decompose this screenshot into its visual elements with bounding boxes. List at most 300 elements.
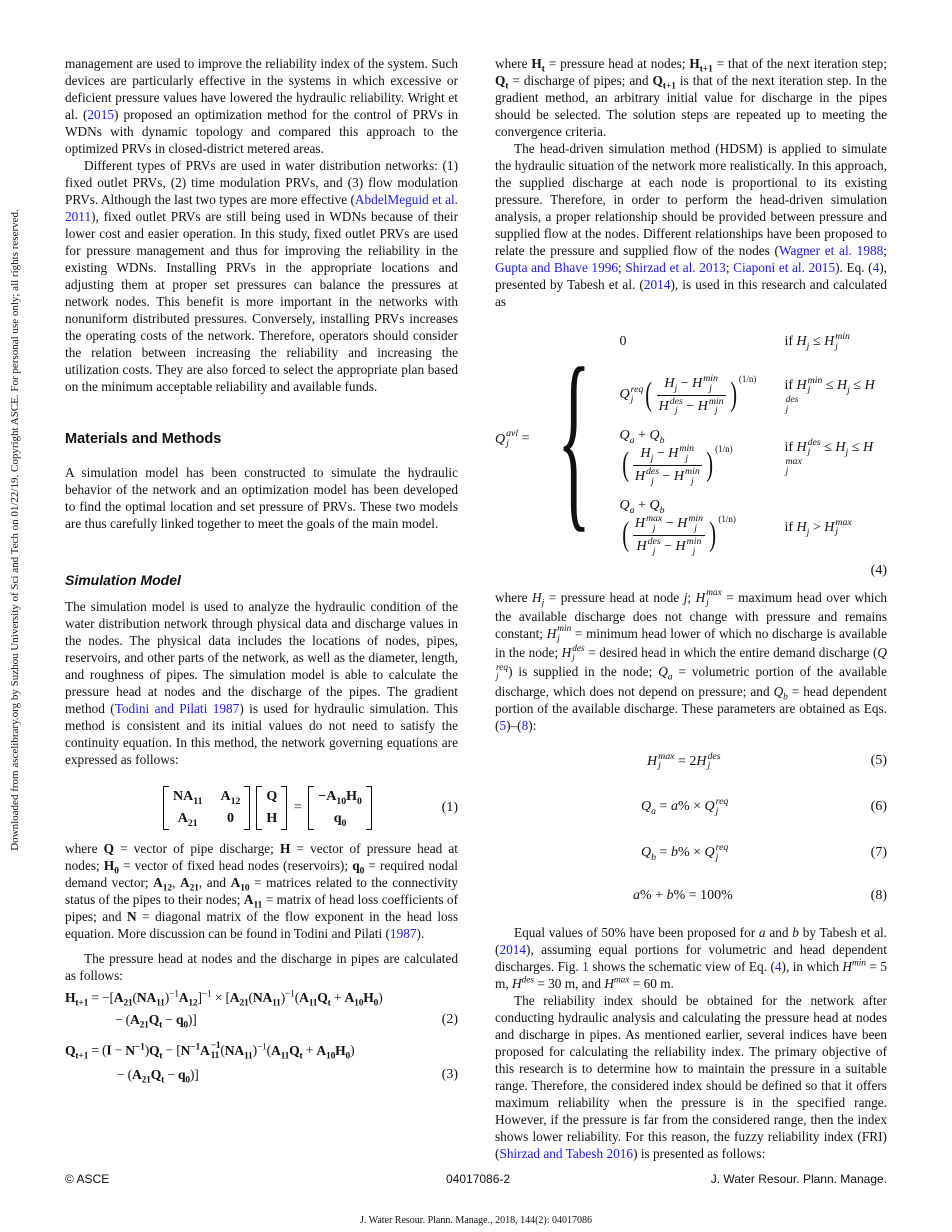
citation-link[interactable]: 1 — [582, 959, 589, 975]
superscript: des — [521, 975, 535, 986]
matrix-row — [164, 786, 249, 808]
equation-number: (2) — [441, 1012, 458, 1027]
subscript: 21 — [123, 998, 133, 1009]
math-symbol: Q req j — [619, 384, 644, 406]
subscript: 10 — [240, 883, 250, 894]
math-symbol: $Q_t$ — [289, 1042, 303, 1062]
subscript: t — [327, 998, 331, 1009]
subscript: j — [845, 446, 849, 458]
math-symbol: $H_{t+1}$ — [689, 56, 713, 75]
paragraph-calc-intro: The pressure head at nodes and the discharge in pipes are calculated as follows: — [65, 951, 458, 983]
case-expression — [612, 368, 777, 422]
citation-link[interactable]: 2014 — [499, 942, 527, 958]
equation-number: (5) — [870, 753, 887, 769]
fraction — [657, 374, 726, 416]
math-symbol: H des j — [696, 750, 721, 772]
fraction-denominator: H des j − H min j — [658, 395, 724, 417]
sup-sub-stack — [685, 467, 700, 487]
parenthesized — [620, 444, 733, 486]
footer-citation: J. Water Resour. Plann. Manage., 2018, 144(2): 04017086 — [359, 1215, 593, 1226]
superscript: −1 — [190, 1042, 200, 1053]
math-symbol: $A_{12}$ — [220, 789, 241, 807]
sup-sub-stack — [703, 374, 718, 394]
equation-2-line-1: $H_{t+1} = -[A_{21}(NA_{11})^{-1}A_{12}]^{-1} \times [A_{21}(NA_{11})^{-1}(A_{11}Q_t + A_{10}H_0)$ — [65, 989, 383, 1009]
math-symbol: $Q_b$ — [773, 683, 788, 703]
superscript: max — [785, 456, 802, 468]
citation-link[interactable]: 5 — [499, 717, 507, 733]
fraction-numerator: H max j − H min j — [634, 513, 704, 535]
subscript: 0 — [359, 866, 365, 877]
math-symbol: H des j — [658, 395, 683, 417]
left-paren: ( — [645, 376, 653, 414]
math-symbol: H max j — [634, 513, 663, 535]
math-symbol: Q req j — [704, 841, 729, 863]
cases-table — [612, 316, 888, 563]
equation-3 — [65, 1041, 458, 1086]
math-symbol: $H_j$ — [796, 334, 810, 353]
math-symbol: a — [633, 888, 640, 904]
superscript: max — [706, 588, 722, 599]
math-symbol: $A_{11}$ — [270, 1042, 290, 1062]
superscript: −1 — [201, 989, 212, 1000]
math-symbol: a — [670, 799, 678, 815]
sup-sub-stack — [679, 444, 694, 464]
subscript: j — [807, 446, 811, 458]
equation-number: (8) — [870, 888, 887, 904]
superscript: req — [715, 841, 729, 853]
matrix-cell — [309, 786, 371, 808]
superscript: −1 — [169, 989, 179, 1000]
math-symbol: $q_0$ — [333, 811, 347, 829]
equation-1-body: $NA_{11}$ $A_{12}$ $A_{21}$ 0 Q H = $-A_{10}H_0$ $q_0$ — [160, 786, 375, 830]
subscript: j — [674, 405, 678, 417]
subscript: j — [506, 438, 509, 450]
subscript: j — [709, 382, 712, 394]
superscript: min — [852, 958, 866, 969]
math-symbol: H — [266, 811, 278, 826]
citation-link[interactable]: 2014 — [643, 277, 671, 292]
subscript: 11 — [272, 998, 281, 1009]
math-symbol: H min j — [546, 624, 572, 644]
math-symbol: H max j — [824, 516, 852, 538]
math-symbol: $Q_a$ — [658, 664, 673, 684]
math-symbol: $A_{21}$ — [177, 811, 198, 829]
subscript: t — [299, 1051, 303, 1062]
subscript: a — [629, 505, 635, 517]
subscript: 12 — [162, 883, 173, 894]
superscript: min — [807, 374, 823, 386]
math-symbol: H — [279, 841, 291, 856]
matrix-cell — [212, 786, 250, 808]
subscript: j — [496, 672, 499, 683]
superscript: −1 — [256, 1042, 267, 1053]
subscript: t — [505, 81, 509, 92]
paragraph-equal-values: Equal values of 50% have been proposed for a and b by Tabesh et al. (2014), assuming equal portions for volumetric and head dependent discharges. Fig. 1 shows the schematic view of Eq. (4), in which $H^{min} = 5$ m, $H^{des} = 30$ m, and $H^{max} = 60$ m. — [495, 925, 888, 992]
math-symbol: $H^{max}$ — [604, 975, 630, 992]
subscript: b — [659, 434, 665, 446]
equation-8-body: a% + b% = 100% — [633, 888, 733, 904]
subscript: t — [161, 1075, 165, 1086]
math-symbol: $A_{21}$ — [179, 875, 199, 894]
math-symbol: $A_{21}$ — [229, 990, 249, 1009]
right-column — [495, 55, 887, 1162]
sup-sub-stack — [706, 589, 722, 608]
sup-sub-stack — [646, 467, 659, 487]
sup-sub-stack — [808, 438, 821, 458]
superscript: des — [707, 750, 721, 762]
sup-sub-stack — [211, 1042, 221, 1061]
footer-page-id: 04017086-2 — [446, 1172, 511, 1186]
equation-number: (1) — [441, 800, 458, 815]
citation-link[interactable]: 1987 — [389, 926, 417, 941]
math-symbol: $-A_{10}$ — [318, 789, 347, 807]
subscript: j — [715, 806, 719, 818]
math-symbol: $A_{10}$ — [230, 875, 250, 894]
sup-sub-stack — [709, 397, 724, 417]
equation-5-body: H max j = 2H des j — [647, 750, 721, 772]
equation-6-body: $Q_a = a\% \times Q$ req j — [641, 796, 729, 818]
equation-2-line-2: − $(A_{21}Q_t - q_0)$] — [115, 1012, 197, 1031]
sup-sub-stack — [506, 429, 518, 449]
math-symbol: $Q_{t+1}$ — [652, 73, 676, 92]
math-symbol: $H_t$ — [531, 56, 545, 75]
citation-link[interactable]: Shirzad and Tabesh 2016 — [499, 1146, 634, 1162]
citation-link[interactable]: 4 — [872, 260, 880, 275]
sup-sub-stack — [835, 518, 851, 538]
superscript: max — [613, 975, 630, 986]
math-symbol — [285, 990, 295, 1005]
subscript: j — [658, 760, 661, 772]
matrix-cell — [164, 786, 212, 808]
math-symbol: 0 — [226, 811, 234, 826]
subscript: b — [659, 505, 665, 517]
math-symbol: H des j — [785, 377, 875, 415]
matrix-cell — [257, 808, 286, 830]
subscript: j — [785, 403, 789, 415]
math-symbol: $H_{t+1}$ — [65, 990, 89, 1009]
subscript: t — [159, 1051, 163, 1062]
math-symbol: $A_{12}$ — [153, 875, 173, 894]
subscript: 12 — [230, 795, 241, 807]
fraction — [633, 444, 702, 486]
math-symbol: N — [126, 909, 137, 924]
math-symbol: Q req j — [496, 645, 887, 683]
equation-6 — [495, 797, 887, 817]
subscript: 0 — [373, 998, 379, 1009]
left-paren: ( — [621, 516, 629, 554]
equation-5 — [495, 752, 887, 772]
footer-journal: J. Water Resour. Plann. Manage. — [710, 1172, 887, 1186]
matrix-row — [164, 808, 249, 830]
math-symbol: H min j — [677, 513, 704, 535]
math-symbol: $A_{11}$ — [243, 892, 263, 911]
paragraph-hdsm: The head-driven simulation method (HDSM) is applied to simulate the hydraulic situation of the network more realistically. In this approach, the supplied discharge at each node is proportional to its existing pressure. Therefore, in order to perform the head-driven simulation analysis, a proper relationship should be provided between pressure and supplied flow at the nodes. Different relationships have been proposed to relate the pressure and supplied flow of the nodes (Wagner et al. 1988; Gupta and Bhave 1996; Shirzad et al. 2013; Ciaponi et al. 2015). Eq. (4), presented by Tabesh et al. (2014), is used in this research and calculated as — [495, 141, 887, 309]
math-symbol: $q_0$ — [352, 858, 365, 877]
equation-4 — [495, 316, 887, 579]
math-symbol: $H_0$ — [363, 990, 379, 1009]
superscript: avl — [506, 428, 519, 440]
paragraph-methods-intro: A simulation model has been constructed to simulate the hydraulic behavior of the network and an optimization model has been developed to find the optimal location and set pressure of PRVs. These two models are thus carefully linked together to meet the goals of the main model. — [65, 465, 458, 531]
fraction-denominator: H des j − H min j — [634, 465, 700, 487]
subscript: j — [650, 453, 654, 464]
citation-link[interactable]: 8 — [521, 717, 529, 733]
subscript: 21 — [139, 1020, 149, 1031]
sup-sub-stack — [688, 514, 703, 534]
math-symbol: $H_j$ — [664, 376, 678, 394]
left-paren: ( — [621, 446, 629, 484]
superscript: req — [496, 663, 509, 673]
superscript: min — [688, 513, 704, 525]
math-symbol: $Q_{t+1}$ — [65, 1042, 89, 1062]
math-symbol: H max j — [785, 439, 874, 478]
math-symbol: Q avl j — [495, 428, 519, 450]
math-symbol: $q_0$ — [177, 1067, 190, 1086]
superscript: min — [686, 535, 702, 547]
math-symbol — [257, 1043, 267, 1058]
left-brace: { — [556, 328, 591, 550]
subscript: j — [541, 598, 545, 609]
math-symbol: $Q_a$ — [641, 799, 657, 818]
citation-link[interactable]: Gupta and Bhave 1996 — [495, 260, 619, 275]
math-symbol: $N^{-1}$ — [125, 1042, 145, 1058]
math-symbol: $NA_{11}$ — [136, 990, 165, 1009]
superscript: max — [658, 750, 675, 762]
math-symbol: H min j — [697, 395, 724, 417]
sup-sub-stack — [716, 797, 729, 817]
equation-2 — [65, 989, 458, 1031]
citation-link[interactable]: Shirzad et al. 2013 — [625, 260, 726, 275]
math-symbol: $N^{-1}$ — [180, 1042, 200, 1058]
equation-7 — [495, 843, 887, 863]
math-symbol: H min j — [824, 331, 850, 352]
matrix — [256, 786, 287, 830]
superscript: min — [708, 395, 724, 407]
math-symbol: $H_j$ — [532, 589, 545, 609]
math-symbol: b — [670, 844, 678, 860]
math-symbol: H des j — [561, 643, 585, 664]
subscript: t+1 — [75, 1051, 89, 1062]
math-symbol: H min j — [796, 374, 823, 396]
math-symbol: $Q_t$ — [148, 1012, 163, 1031]
subscript: 10 — [354, 998, 364, 1009]
math-symbol: $Q_b$ — [641, 844, 657, 863]
fraction — [633, 514, 705, 556]
case-expression: $Q_a + Q_b$ ( H max j − H min j H des j − H min j ) (1/n) — [619, 498, 736, 557]
subscript: a — [629, 434, 635, 446]
subscript: j — [715, 851, 719, 863]
subscript: j — [835, 526, 839, 538]
math-symbol: H max j — [695, 588, 722, 608]
fraction-numerator: $H_j - H$ min j — [633, 444, 702, 466]
math-symbol: $q_0$ — [175, 1012, 188, 1031]
sup-sub-stack — [707, 752, 720, 772]
superscript: −1 — [210, 1041, 221, 1051]
cases-block — [536, 316, 888, 563]
sup-sub-stack — [496, 664, 508, 683]
subscript: 12 — [188, 998, 198, 1009]
superscript: min — [685, 465, 700, 477]
sup-sub-stack — [670, 397, 683, 417]
math-symbol: H min j — [668, 443, 695, 464]
subscript: j — [652, 523, 656, 535]
sup-sub-stack — [785, 457, 801, 477]
paragraph-reliability-index: The reliability index should be obtained for the network after conducting hydraulic analysis and calculating the pressure head at nodes and discharge in pipes. As mentioned earlier, several indices have been proposed for calculating the reliability index. The primary objective of this research is to determine how to maintain the pressure in a suitable range. Therefore, the considered index should be defined so that it offers maximum reliability when the pressure is in the specified range. However, if the pressure is far from the considered range, then the index shows lower reliability. For this reason, the fuzzy reliability index (FRI) (Shirzad and Tabesh 2016) is presented as follows: — [495, 993, 887, 1162]
subscript: 10 — [326, 1051, 336, 1062]
subscript: t+1 — [75, 998, 89, 1009]
subscript: 11 — [308, 998, 318, 1009]
math-symbol: $H_0$ — [335, 1042, 351, 1062]
subscript: 21 — [189, 883, 199, 894]
matrix-cell — [212, 808, 250, 830]
math-symbol: $H_j$ — [640, 446, 654, 464]
footer-publisher: © ASCE — [65, 1172, 110, 1186]
section-heading-materials-methods: Materials and Methods — [65, 431, 222, 447]
fraction-denominator: H des j − H min j — [636, 535, 702, 557]
superscript: req — [630, 384, 644, 396]
sup-sub-stack — [785, 395, 798, 415]
subsection-heading-simulation-model: Simulation Model — [65, 572, 181, 588]
sup-sub-stack — [808, 376, 823, 396]
math-symbol: I — [106, 1042, 112, 1058]
subscript: t+1 — [699, 64, 713, 75]
parenthesized — [620, 514, 736, 556]
case-row — [612, 492, 888, 562]
fraction-numerator: $H_j - H$ min j — [657, 374, 726, 396]
subscript: 11 — [243, 1051, 253, 1062]
paragraph-prv-types: Different types of PRVs are used in water distribution networks: (1) fixed outlet PRVs, (2) time modulation PRVs, and (3) flow modulation PRVs. Although the last two types are more effective (AbdelMeguid et al. 2011), fixed outlet PRVs are still being used in WDNs because of their lower cost and easier operation. In this study, fixed outlet PRVs are used for pressure management and thus for improving the reliability in the existing WDNs. Installing PRVs in the appropriate locations and adjusting them at proper set pressures can balance the pressures at network nodes. This benefit is more important in the networks with nonuniform distributed pressures. Conversely, installing PRVs increases the operating costs of the network. Therefore, operators should consider the relation between increasing the reliability and increasing the utilization costs. They are also forced to select the appropriate plan based on the minimum acceptable reliability and available funds. — [65, 158, 458, 394]
math-symbol: $Q_a$ — [619, 428, 635, 446]
subscript: 0 — [185, 1075, 190, 1086]
citation-link[interactable]: 2015 — [87, 107, 114, 122]
sup-sub-stack — [716, 843, 729, 863]
subscript: 0 — [345, 1051, 351, 1062]
sup-sub-stack — [572, 645, 584, 664]
superscript: min — [835, 331, 850, 343]
subscript: j — [692, 545, 696, 557]
subscript: j — [651, 475, 654, 487]
subscript: 11 — [280, 1051, 290, 1062]
superscript: max — [645, 513, 663, 525]
math-symbol — [202, 990, 212, 1005]
superscript: min — [557, 624, 572, 635]
math-symbol: H des j — [636, 535, 661, 557]
matrix-cell — [164, 808, 212, 830]
math-symbol: $A_{12}$ — [178, 990, 198, 1009]
math-symbol: $H_j$ — [837, 377, 850, 396]
math-symbol: $H_0$ — [346, 789, 362, 807]
math-symbol: Q req j — [704, 796, 729, 818]
citation-link[interactable]: Wagner et al. 1988 — [778, 243, 884, 258]
math-symbol: H des j — [634, 465, 660, 487]
math-symbol: H des j — [796, 436, 821, 458]
subscript: 21 — [239, 998, 249, 1009]
citation-link[interactable]: Ciaponi et al. 2015 — [733, 260, 836, 275]
case-condition: if $H_j > H$ max j — [784, 516, 852, 538]
sup-sub-stack — [631, 385, 644, 405]
matrix-row — [257, 808, 286, 830]
subscript: j — [685, 452, 689, 464]
math-symbol: $Q_b$ — [649, 428, 665, 446]
math-symbol: b — [666, 888, 674, 904]
subscript: j — [572, 653, 575, 664]
case-row — [612, 368, 888, 422]
sup-sub-stack — [687, 537, 702, 557]
subscript: 10 — [336, 795, 347, 807]
math-symbol: $Q_b$ — [649, 498, 665, 517]
math-symbol: $Q_t$ — [495, 73, 509, 92]
superscript: −1 — [134, 1042, 145, 1053]
left-column — [65, 55, 459, 1086]
math-symbol: j — [683, 589, 688, 605]
matrix — [163, 786, 250, 830]
citation-link[interactable]: Todini and Pilati 1987 — [114, 701, 240, 716]
paragraph-variable-definitions: where Q = vector of pipe discharge; H = vector of pressure head at nodes; $H_0$ = vector of fixed head nodes (reservoirs); $q_0$ = required nodal demand vector; $A_{12}$, $A_{21}$, and $A_{10}$ = matrices related to the connectivity status of the pipes to their nodes; $A_{11}$ = matrix of head loss coefficients of pipes; and N = diagonal matrix of the flow exponent in the head loss equation. More discussion can be found in Todini and Pilati (1987). — [65, 841, 459, 941]
parenthesized — [643, 374, 756, 416]
math-symbol: H max j — [647, 750, 675, 772]
sup-sub-stack — [648, 537, 661, 557]
math-symbol: $H_j$ — [835, 439, 849, 458]
equation-number: (6) — [870, 799, 887, 815]
equation-number: (4) — [870, 562, 887, 578]
subscript: 21 — [187, 817, 198, 829]
right-paren: ) — [709, 516, 717, 554]
superscript: des — [647, 535, 661, 547]
math-symbol: $NA_{11}$ — [252, 990, 281, 1009]
math-symbol: $H_j$ — [796, 519, 810, 538]
matrix-cell — [257, 786, 286, 808]
math-symbol: $A_{11}$ — [299, 990, 318, 1009]
subscript: j — [630, 394, 634, 406]
paragraph-prv-intro: management are used to improve the reliability index of the system. Such devices are particularly effective in the systems in which excessive or deficient pressure values have lowered the hydraulic reliability. Wright et al. (2015) proposed an optimization method for the control of PRVs in WDNs with dynamic topology and compared this approach to the optimized PRVs in closed-district metered areas. — [65, 56, 458, 156]
sup-sub-stack — [557, 625, 571, 644]
citation-link[interactable]: 4 — [774, 959, 782, 975]
subscript: j — [806, 341, 810, 353]
case-condition: if H des j ≤ $H_j \le H$ max j — [784, 436, 874, 478]
subscript: 11 — [193, 795, 203, 807]
superscript: des — [807, 436, 821, 448]
math-symbol: $H^{des}$ — [512, 975, 535, 992]
equation-3-line-2: − $(A_{21}Q_t - q_0)$] — [117, 1067, 199, 1086]
superscript: des — [572, 643, 585, 654]
subscript: j — [557, 633, 560, 644]
math-symbol: $Q_t$ — [150, 1067, 165, 1086]
subscript: j — [785, 466, 789, 478]
superscript: des — [785, 394, 799, 406]
subscript: j — [707, 760, 711, 772]
exponent: (1/n) — [738, 374, 757, 384]
subscript: a — [667, 673, 673, 684]
subscript: t+1 — [662, 81, 676, 92]
superscript: des — [669, 395, 683, 407]
subscript: j — [652, 545, 656, 557]
superscript: max — [835, 516, 852, 528]
subscript: 21 — [141, 1075, 151, 1086]
equation-3-line-1: $Q_{t+1} = (I - N^{-1})Q_t - [N^{-1}A$ −1 11 $(NA_{11})^{-1}(A_{11}Q_t + A_{10}H_0)$ — [65, 1041, 355, 1062]
subscript: t — [159, 1020, 163, 1031]
paragraph-simulation-model: The simulation model is used to analyze the hydraulic condition of the water distribution network through physical data and discharge values in the nodes. The physical data includes the locations of nodes, pipes, reservoirs, and other parts of the network, as well as the diameter, length, and roughness of pipes. The simulation model is able to calculate the pressure head at nodes and the discharge of the pipes. The gradient method (Todini and Pilati 1987) is used for hydraulic simulation. This method is consistent and its initial values do not need to satisfy the continuity equation. In this method, the network governing equations are expressed as follows: — [65, 599, 458, 767]
math-symbol: H min j — [675, 535, 702, 557]
citation-link[interactable]: AbdelMeguid et al. 2011 — [65, 192, 458, 224]
subscript: j — [847, 384, 850, 396]
math-symbol: $NA_{11}$ — [224, 1042, 253, 1062]
sup-sub-stack — [658, 752, 674, 772]
paragraph-head-definitions: where $H_j$ = pressure head at node j; H max j = maximum head over which the available discharge does not change with pressure and remains constant; H min j = minimum head lower of which no discharge is available in the node; H des j = desired head in which the entire demand discharge (Q req j ) is supplied in the node; $Q_a$ = volumetric portion of the available discharge, which does not depend on pressure; and $Q_b$ = head dependent portion of the available discharge. These parameters are obtained as Eqs. (5)–(8): — [495, 588, 887, 733]
subscript: b — [651, 851, 657, 863]
case-row — [612, 316, 888, 368]
case-expression: 0 — [619, 334, 627, 349]
matrix-row — [309, 786, 371, 808]
subscript: 0 — [114, 866, 119, 877]
